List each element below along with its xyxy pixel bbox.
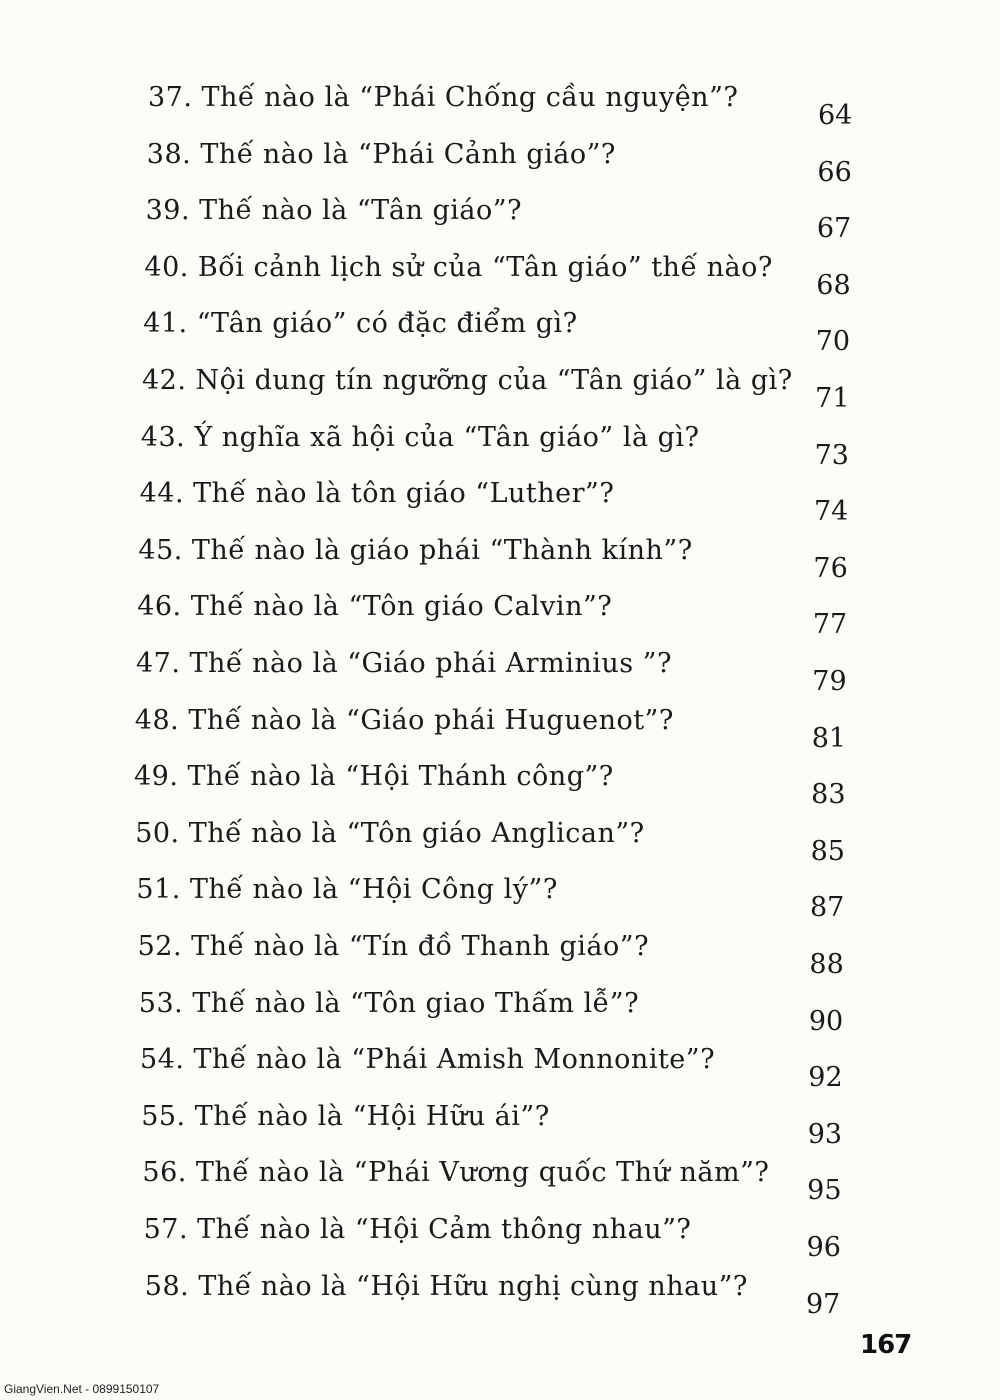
toc-entry — [0, 306, 1000, 362]
toc-entry — [0, 1269, 1000, 1325]
toc-entry — [0, 476, 1000, 532]
toc-entry-page: 97 — [806, 1288, 841, 1320]
toc-entry — [0, 703, 1000, 759]
toc-entry-title: 37. Thế nào là “Phái Chống cầu nguyện”? — [148, 82, 739, 113]
toc-entry — [0, 646, 1000, 702]
toc-entry-title: 41. “Tân giáo” có đặc điểm gì? — [143, 308, 578, 340]
toc-entry — [0, 929, 1000, 985]
toc-entry-title: 47. Thế nào là “Giáo phái Arminius ”? — [136, 648, 672, 679]
toc-entry — [0, 420, 1000, 476]
toc-entry-page: 90 — [808, 1005, 844, 1037]
toc-entry — [0, 589, 1000, 645]
toc-entry-title: 46. Thế nào là “Tôn giáo Calvin”? — [137, 591, 613, 623]
toc-entry-title: 42. Nội dung tín ngưỡng của “Tân giáo” là gì? — [142, 365, 793, 396]
toc-entry-page: 76 — [813, 552, 848, 584]
toc-entry-title: 53. Thế nào là “Tôn giao Thấm lễ”? — [138, 987, 640, 1019]
toc-entry-page: 83 — [811, 779, 846, 811]
toc-entry-page: 74 — [814, 496, 849, 528]
toc-entry-title: 44. Thế nào là tôn giáo “Luther”? — [139, 478, 615, 510]
toc-entry — [0, 759, 1000, 815]
toc-entry-page: 81 — [811, 722, 847, 754]
toc-entry-title: 58. Thế nào là “Hội Hữu nghị cùng nhau”? — [144, 1270, 748, 1302]
toc-entry-title: 50. Thế nào là “Tôn giáo Anglican”? — [135, 817, 645, 849]
toc-entry-title: 56. Thế nào là “Phái Vương quốc Thứ năm”? — [142, 1157, 770, 1189]
toc-entry-page: 66 — [817, 156, 852, 188]
toc-entry-page: 68 — [816, 269, 851, 301]
toc-entry-title: 54. Thế nào là “Phái Amish Monnonite”? — [140, 1044, 716, 1076]
toc-entry-page: 73 — [814, 439, 849, 471]
toc-entry — [0, 986, 1000, 1042]
toc-entry-title: 38. Thế nào là “Phái Cảnh giáo”? — [146, 138, 616, 170]
toc-entry-page: 79 — [812, 666, 847, 697]
toc-entry-title: 48. Thế nào là “Giáo phái Huguenot”? — [134, 704, 674, 736]
toc-entry-page: 96 — [806, 1232, 841, 1263]
toc-entry — [0, 1099, 1000, 1155]
toc-entry — [0, 1155, 1000, 1211]
toc-entry-page: 92 — [808, 1062, 843, 1094]
toc-entry-title: 57. Thế nào là “Hội Cảm thông nhau”? — [143, 1214, 692, 1245]
toc-entry-page: 77 — [812, 609, 848, 641]
toc-entry — [0, 80, 1000, 136]
toc-entry-page: 93 — [807, 1118, 843, 1150]
page-number: 167 — [860, 1330, 912, 1360]
toc-entry — [0, 250, 1000, 306]
toc-entry — [0, 872, 1000, 928]
watermark: GiangVien.Net - 0899150107 — [4, 1382, 160, 1396]
toc-entry-title: 39. Thế nào là “Tân giáo”? — [145, 195, 522, 227]
toc-entry-page: 85 — [810, 835, 845, 867]
toc-entry — [0, 1042, 1000, 1098]
toc-entry-title: 55. Thế nào là “Hội Hữu ái”? — [141, 1100, 550, 1132]
toc-entry-page: 88 — [809, 949, 844, 980]
toc-entry — [0, 363, 1000, 419]
toc-entry-title: 43. Ý nghĩa xã hội của “Tân giáo” là gì? — [140, 421, 700, 453]
toc-entry-page: 95 — [807, 1175, 842, 1207]
toc-entry-title: 45. Thế nào là giáo phái “Thành kính”? — [138, 534, 693, 566]
toc-entry-page: 70 — [815, 326, 851, 358]
toc-entry — [0, 137, 1000, 193]
toc-entry-page: 71 — [815, 383, 850, 414]
toc-entry-title: 52. Thế nào là “Tín đồ Thanh giáo”? — [137, 931, 650, 962]
toc-entry — [0, 193, 1000, 249]
toc-entry — [0, 1212, 1000, 1268]
toc-entry-page: 67 — [816, 213, 852, 245]
toc-entry-page: 87 — [810, 892, 845, 924]
toc-entry-title: 40. Bối cảnh lịch sử của “Tân giáo” thế nào? — [144, 251, 773, 283]
toc-entry-title: 49. Thế nào là “Hội Thánh công”? — [134, 761, 614, 793]
toc-entry-title: 51. Thế nào là “Hội Công lý”? — [136, 874, 558, 906]
toc-entry — [0, 816, 1000, 872]
toc-entry — [0, 533, 1000, 589]
toc-entry-page: 64 — [818, 100, 853, 131]
